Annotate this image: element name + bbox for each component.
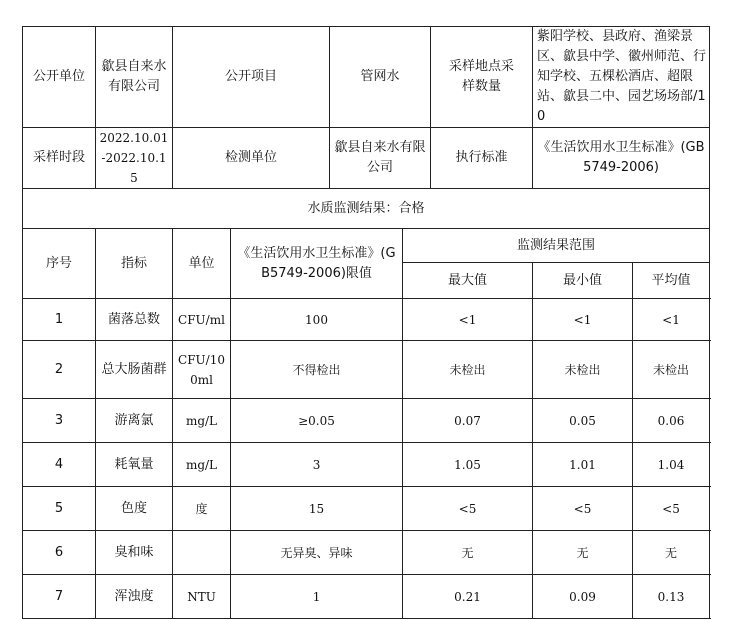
row-indicator: 游离氯 [96, 399, 173, 443]
row-min: 1.01 [533, 443, 633, 487]
header-indicator: 指标 [96, 229, 173, 299]
row-unit: mg/L [173, 443, 231, 487]
row-limit: 15 [231, 487, 403, 531]
publisher-value: 歙县自来水有限公司 [96, 27, 173, 128]
row-unit: 度 [173, 487, 231, 531]
row-limit: 无异臭、异味 [231, 531, 403, 575]
row-max: <5 [403, 487, 533, 531]
row-unit: mg/L [173, 399, 231, 443]
row-indicator: 色度 [96, 487, 173, 531]
row-no: 1 [23, 299, 96, 341]
publisher-label: 公开单位 [23, 27, 96, 128]
summary-row [23, 189, 710, 229]
standard-value: 《生活饮用水卫生标准》(GB5749-2006) [533, 128, 710, 189]
row-max: 无 [403, 531, 533, 575]
table-row [23, 341, 710, 399]
row-indicator: 臭和味 [96, 531, 173, 575]
row-unit: NTU [173, 575, 231, 619]
sampling-label: 采样地点采样数量 [431, 27, 533, 128]
row-max: 1.05 [403, 443, 533, 487]
header-no: 序号 [23, 229, 96, 299]
water-quality-table [22, 26, 710, 619]
row-max: <1 [403, 299, 533, 341]
result-summary: 水质监测结果：合格 [23, 189, 710, 229]
header-avg: 平均值 [633, 263, 710, 299]
row-limit: 1 [231, 575, 403, 619]
info-row-1 [23, 27, 710, 128]
lab-value: 歙县自来水有限公司 [330, 128, 431, 189]
row-indicator: 浑浊度 [96, 575, 173, 619]
row-min: 无 [533, 531, 633, 575]
sampling-value: 紫阳学校、县政府、渔梁景区、歙县中学、徽州师范、行知学校、五棵松酒店、超限站、歙县二中、园艺场场部/10 [533, 27, 710, 128]
header-unit: 单位 [173, 229, 231, 299]
header-limit: 《生活饮用水卫生标准》(GB5749-2006)限值 [231, 229, 403, 299]
project-value: 管网水 [330, 27, 431, 128]
row-max: 0.21 [403, 575, 533, 619]
row-limit: 不得检出 [231, 341, 403, 399]
standard-label: 执行标准 [431, 128, 533, 189]
header-min: 最小值 [533, 263, 633, 299]
row-avg: 无 [633, 531, 710, 575]
row-max: 0.07 [403, 399, 533, 443]
period-value: 2022.10.01-2022.10.15 [96, 128, 173, 189]
row-unit: CFU/100ml [173, 341, 231, 399]
row-no: 3 [23, 399, 96, 443]
row-no: 2 [23, 341, 96, 399]
header-range: 监测结果范围 [403, 229, 710, 263]
row-unit: CFU/ml [173, 299, 231, 341]
row-no: 4 [23, 443, 96, 487]
row-limit: 100 [231, 299, 403, 341]
header-max: 最大值 [403, 263, 533, 299]
row-no: 5 [23, 487, 96, 531]
table-row [23, 399, 710, 443]
row-unit [173, 531, 231, 575]
table-row [23, 575, 710, 619]
table-row [23, 443, 710, 487]
row-avg: 未检出 [633, 341, 710, 399]
lab-label: 检测单位 [173, 128, 330, 189]
row-max: 未检出 [403, 341, 533, 399]
row-avg: <5 [633, 487, 710, 531]
row-avg: 0.13 [633, 575, 710, 619]
row-min: 0.09 [533, 575, 633, 619]
row-indicator: 耗氧量 [96, 443, 173, 487]
row-avg: 1.04 [633, 443, 710, 487]
table-row [23, 531, 710, 575]
row-indicator: 总大肠菌群 [96, 341, 173, 399]
row-min: <1 [533, 299, 633, 341]
header-row-1 [23, 229, 710, 263]
row-min: <5 [533, 487, 633, 531]
project-label: 公开项目 [173, 27, 330, 128]
info-row-2 [23, 128, 710, 189]
row-min: 未检出 [533, 341, 633, 399]
row-indicator: 菌落总数 [96, 299, 173, 341]
row-avg: <1 [633, 299, 710, 341]
table-row [23, 299, 710, 341]
row-min: 0.05 [533, 399, 633, 443]
row-limit: 3 [231, 443, 403, 487]
table-row [23, 487, 710, 531]
period-label: 采样时段 [23, 128, 96, 189]
row-avg: 0.06 [633, 399, 710, 443]
row-limit: ≥0.05 [231, 399, 403, 443]
row-no: 6 [23, 531, 96, 575]
row-no: 7 [23, 575, 96, 619]
